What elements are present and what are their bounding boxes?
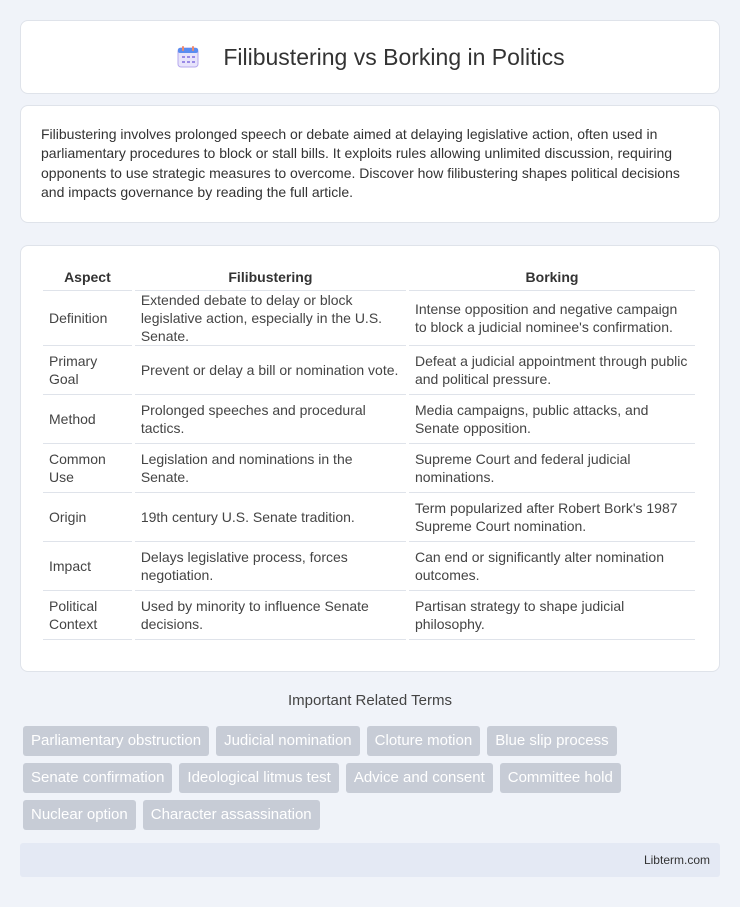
borking-cell: Term popularized after Robert Bork's 1987 Supreme Court nomination.: [409, 493, 695, 542]
header-card: [20, 20, 720, 94]
aspect-cell: Origin: [43, 493, 132, 542]
borking-cell: Media campaigns, public attacks, and Senate opposition.: [409, 395, 695, 444]
aspect-cell: Primary Goal: [43, 346, 132, 395]
borking-cell: Intense opposition and negative campaign to block a judicial nominee's confirmation.: [409, 291, 695, 346]
header-filibustering: Filibustering: [135, 264, 406, 291]
table-header-row: [43, 264, 695, 291]
intro-card: [20, 105, 720, 223]
header-borking: Borking: [409, 264, 695, 291]
filibustering-cell: Used by minority to influence Senate decisions.: [135, 591, 406, 640]
filibustering-cell: Prevent or delay a bill or nomination vote.: [135, 346, 406, 395]
related-term-tag[interactable]: Advice and consent: [346, 763, 493, 793]
page-title: Filibustering vs Borking in Politics: [223, 43, 565, 70]
related-term-tag[interactable]: Blue slip process: [487, 726, 616, 756]
filibustering-cell: 19th century U.S. Senate tradition.: [135, 493, 406, 542]
related-terms-title: Important Related Terms: [288, 692, 452, 709]
related-term-tag[interactable]: Judicial nomination: [216, 726, 360, 756]
aspect-cell: Impact: [43, 542, 132, 591]
aspect-cell: Method: [43, 395, 132, 444]
aspect-cell: Common Use: [43, 444, 132, 493]
related-term-tag[interactable]: Nuclear option: [23, 800, 136, 830]
filibustering-cell: Extended debate to delay or block legislative action, especially in the U.S. Senate.: [135, 291, 406, 346]
table-row: [43, 395, 695, 444]
calendar-icon: [175, 44, 201, 70]
borking-cell: Supreme Court and federal judicial nominations.: [409, 444, 695, 493]
table-row: [43, 493, 695, 542]
related-term-tag[interactable]: Senate confirmation: [23, 763, 172, 793]
filibustering-cell: Delays legislative process, forces negotiation.: [135, 542, 406, 591]
table-row: [43, 542, 695, 591]
aspect-cell: Political Context: [43, 591, 132, 640]
related-term-tag[interactable]: Character assassination: [143, 800, 320, 830]
comparison-table-card: [20, 245, 720, 672]
filibustering-cell: Legislation and nominations in the Senate.: [135, 444, 406, 493]
borking-cell: Partisan strategy to shape judicial philosophy.: [409, 591, 695, 640]
borking-cell: Defeat a judicial appointment through public and political pressure.: [409, 346, 695, 395]
table-row: [43, 346, 695, 395]
footer-brand-link[interactable]: Libterm.com: [643, 853, 710, 867]
borking-cell: Can end or significantly alter nomination outcomes.: [409, 542, 695, 591]
related-term-tag[interactable]: Ideological litmus test: [179, 763, 338, 793]
related-term-tag[interactable]: Parliamentary obstruction: [23, 726, 209, 756]
intro-text: Filibustering involves prolonged speech or debate aimed at delaying legislative action, often used in parliamentary procedures to block or stall bills. It exploits rules allowing unlimited discussion, requiring opponents to use strategic measures to overcome. Discover how filibustering shapes political decisions and impacts governance by reading the full article.: [41, 126, 680, 200]
footer: [20, 843, 720, 877]
table-row: [43, 444, 695, 493]
header-aspect: Aspect: [43, 264, 132, 291]
aspect-cell: Definition: [43, 291, 132, 346]
comparison-table: [40, 264, 698, 640]
filibustering-cell: Prolonged speeches and procedural tactics.: [135, 395, 406, 444]
related-term-tag[interactable]: Cloture motion: [367, 726, 481, 756]
related-term-tag[interactable]: Committee hold: [500, 763, 621, 793]
table-row: [43, 291, 695, 346]
table-row: [43, 591, 695, 640]
related-terms-list: [23, 726, 723, 837]
